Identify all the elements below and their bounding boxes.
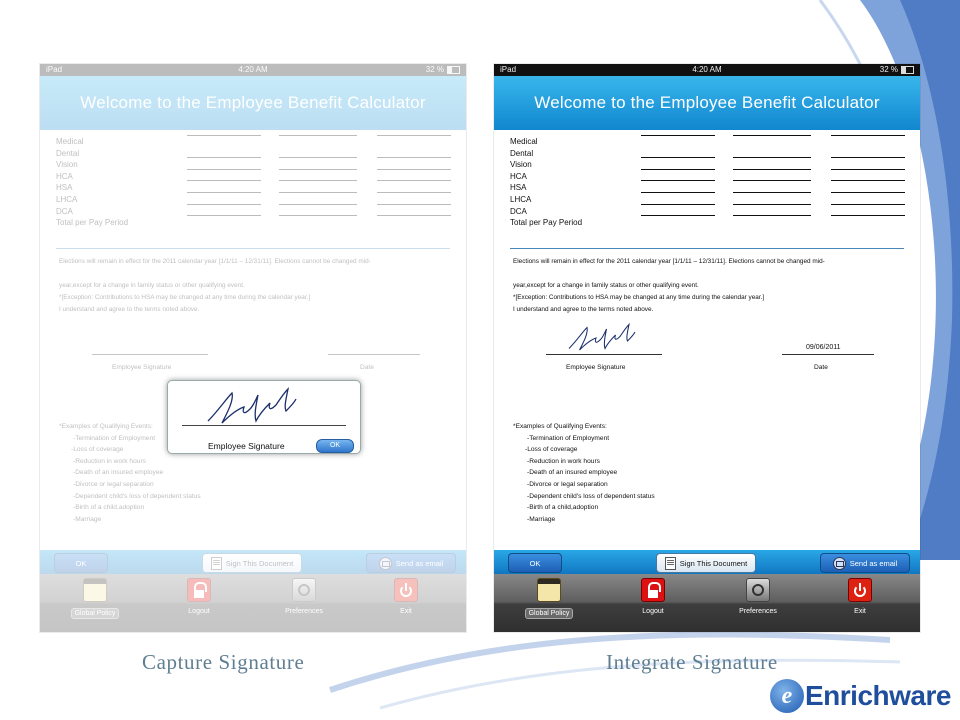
battery-indicator xyxy=(880,64,914,76)
terms-line: I understand and agree to the terms noted above. xyxy=(513,306,654,313)
signature-pad-line xyxy=(182,425,346,426)
terms-line: *[Exception: Contributions to HSA may be changed at any time during the calendar year.] xyxy=(513,294,765,301)
terms-line: year,except for a change in family status or other qualifying event. xyxy=(513,282,699,289)
cost-row xyxy=(510,171,906,183)
list-item: -Marriage xyxy=(527,515,556,523)
cost-label: Medical xyxy=(510,137,538,146)
section-divider xyxy=(510,248,904,249)
cost-row xyxy=(510,159,906,171)
signature-caption: Employee Signature xyxy=(566,364,626,371)
cost-row xyxy=(510,194,906,206)
cost-row-total xyxy=(510,217,906,229)
sign-label: Sign This Document xyxy=(679,558,748,568)
lock-icon xyxy=(641,578,665,602)
device-label: iPad xyxy=(500,65,517,74)
list-item: -Dependent child's loss of dependent status xyxy=(527,492,655,500)
dialog-ok-button[interactable]: OK xyxy=(316,439,354,453)
list-item: -Loss of coverage xyxy=(525,446,578,454)
tab-logout[interactable] xyxy=(618,578,688,630)
ok-label: OK xyxy=(529,558,541,568)
dimmed-overlay xyxy=(40,64,466,632)
logo-mark: e xyxy=(770,679,804,713)
preferences-icon xyxy=(746,578,770,602)
email-label: Send as email xyxy=(849,558,898,568)
mail-icon xyxy=(833,557,846,570)
enrichware-logo xyxy=(770,676,951,716)
ok-button[interactable] xyxy=(508,553,562,573)
cost-label: LHCA xyxy=(510,194,532,204)
terms-line: Elections will remain in effect for the 2011 calendar year [1/1/11 – 12/31/11]. Elections cannot be changed mid- xyxy=(513,258,825,265)
list-item: -Birth of a child,adoption xyxy=(527,504,599,512)
tab-preferences[interactable] xyxy=(723,578,793,630)
cost-label: Dental xyxy=(510,148,534,158)
cost-row xyxy=(510,206,906,218)
tab-label: Preferences xyxy=(739,608,777,615)
cost-label: HSA xyxy=(510,183,527,193)
cost-label: HCA xyxy=(510,171,527,181)
cost-row xyxy=(510,136,906,148)
cost-label: Vision xyxy=(510,160,532,170)
examples-title: *Examples of Qualifying Events: xyxy=(513,423,607,430)
signature-capture-dialog xyxy=(167,380,361,454)
logo-wordmark: Enrichware xyxy=(805,680,951,711)
notepad-icon xyxy=(537,578,561,602)
tab-label: Global Policy xyxy=(525,608,574,619)
sign-document-button[interactable] xyxy=(656,553,756,573)
battery-percent: 32 % xyxy=(879,65,898,74)
benefit-cost-table xyxy=(510,136,906,229)
tab-global-policy[interactable] xyxy=(514,578,584,630)
caption-integrate-signature: Integrate Signature xyxy=(606,650,778,674)
battery-icon xyxy=(901,66,914,74)
tab-bar xyxy=(494,574,920,632)
dialog-caption: Employee Signature xyxy=(208,441,285,451)
document-icon xyxy=(665,557,676,570)
handwritten-signature xyxy=(566,320,638,356)
app-title: Welcome to the Employee Benefit Calculator xyxy=(494,76,920,130)
qualifying-events-list xyxy=(513,421,655,525)
list-item: -Termination of Employment xyxy=(527,434,610,442)
list-item: -Death of an insured employee xyxy=(527,469,618,477)
tab-exit[interactable] xyxy=(825,578,895,630)
list-item: -Divorce or legal separation xyxy=(527,480,608,488)
cost-row xyxy=(510,182,906,194)
status-time: 4:20 AM xyxy=(692,65,722,74)
handwritten-signature xyxy=(204,385,300,429)
date-caption: Date xyxy=(814,364,828,371)
capture-signature-screenshot xyxy=(40,64,466,632)
tab-label: Exit xyxy=(854,608,866,615)
status-bar xyxy=(494,64,920,76)
tab-label: Logout xyxy=(642,608,664,615)
power-icon xyxy=(848,578,872,602)
cost-label: Total per Pay Period xyxy=(510,218,583,228)
cost-label: DCA xyxy=(510,206,527,216)
integrate-signature-screenshot xyxy=(494,64,920,632)
date-line xyxy=(782,354,874,355)
list-item: -Reduction in work hours xyxy=(527,457,600,465)
signed-date: 09/06/2011 xyxy=(806,344,841,351)
send-email-button[interactable] xyxy=(820,553,910,573)
signature-line xyxy=(546,354,662,355)
caption-capture-signature: Capture Signature xyxy=(142,650,305,674)
action-bar xyxy=(494,550,920,574)
cost-row xyxy=(510,148,906,160)
